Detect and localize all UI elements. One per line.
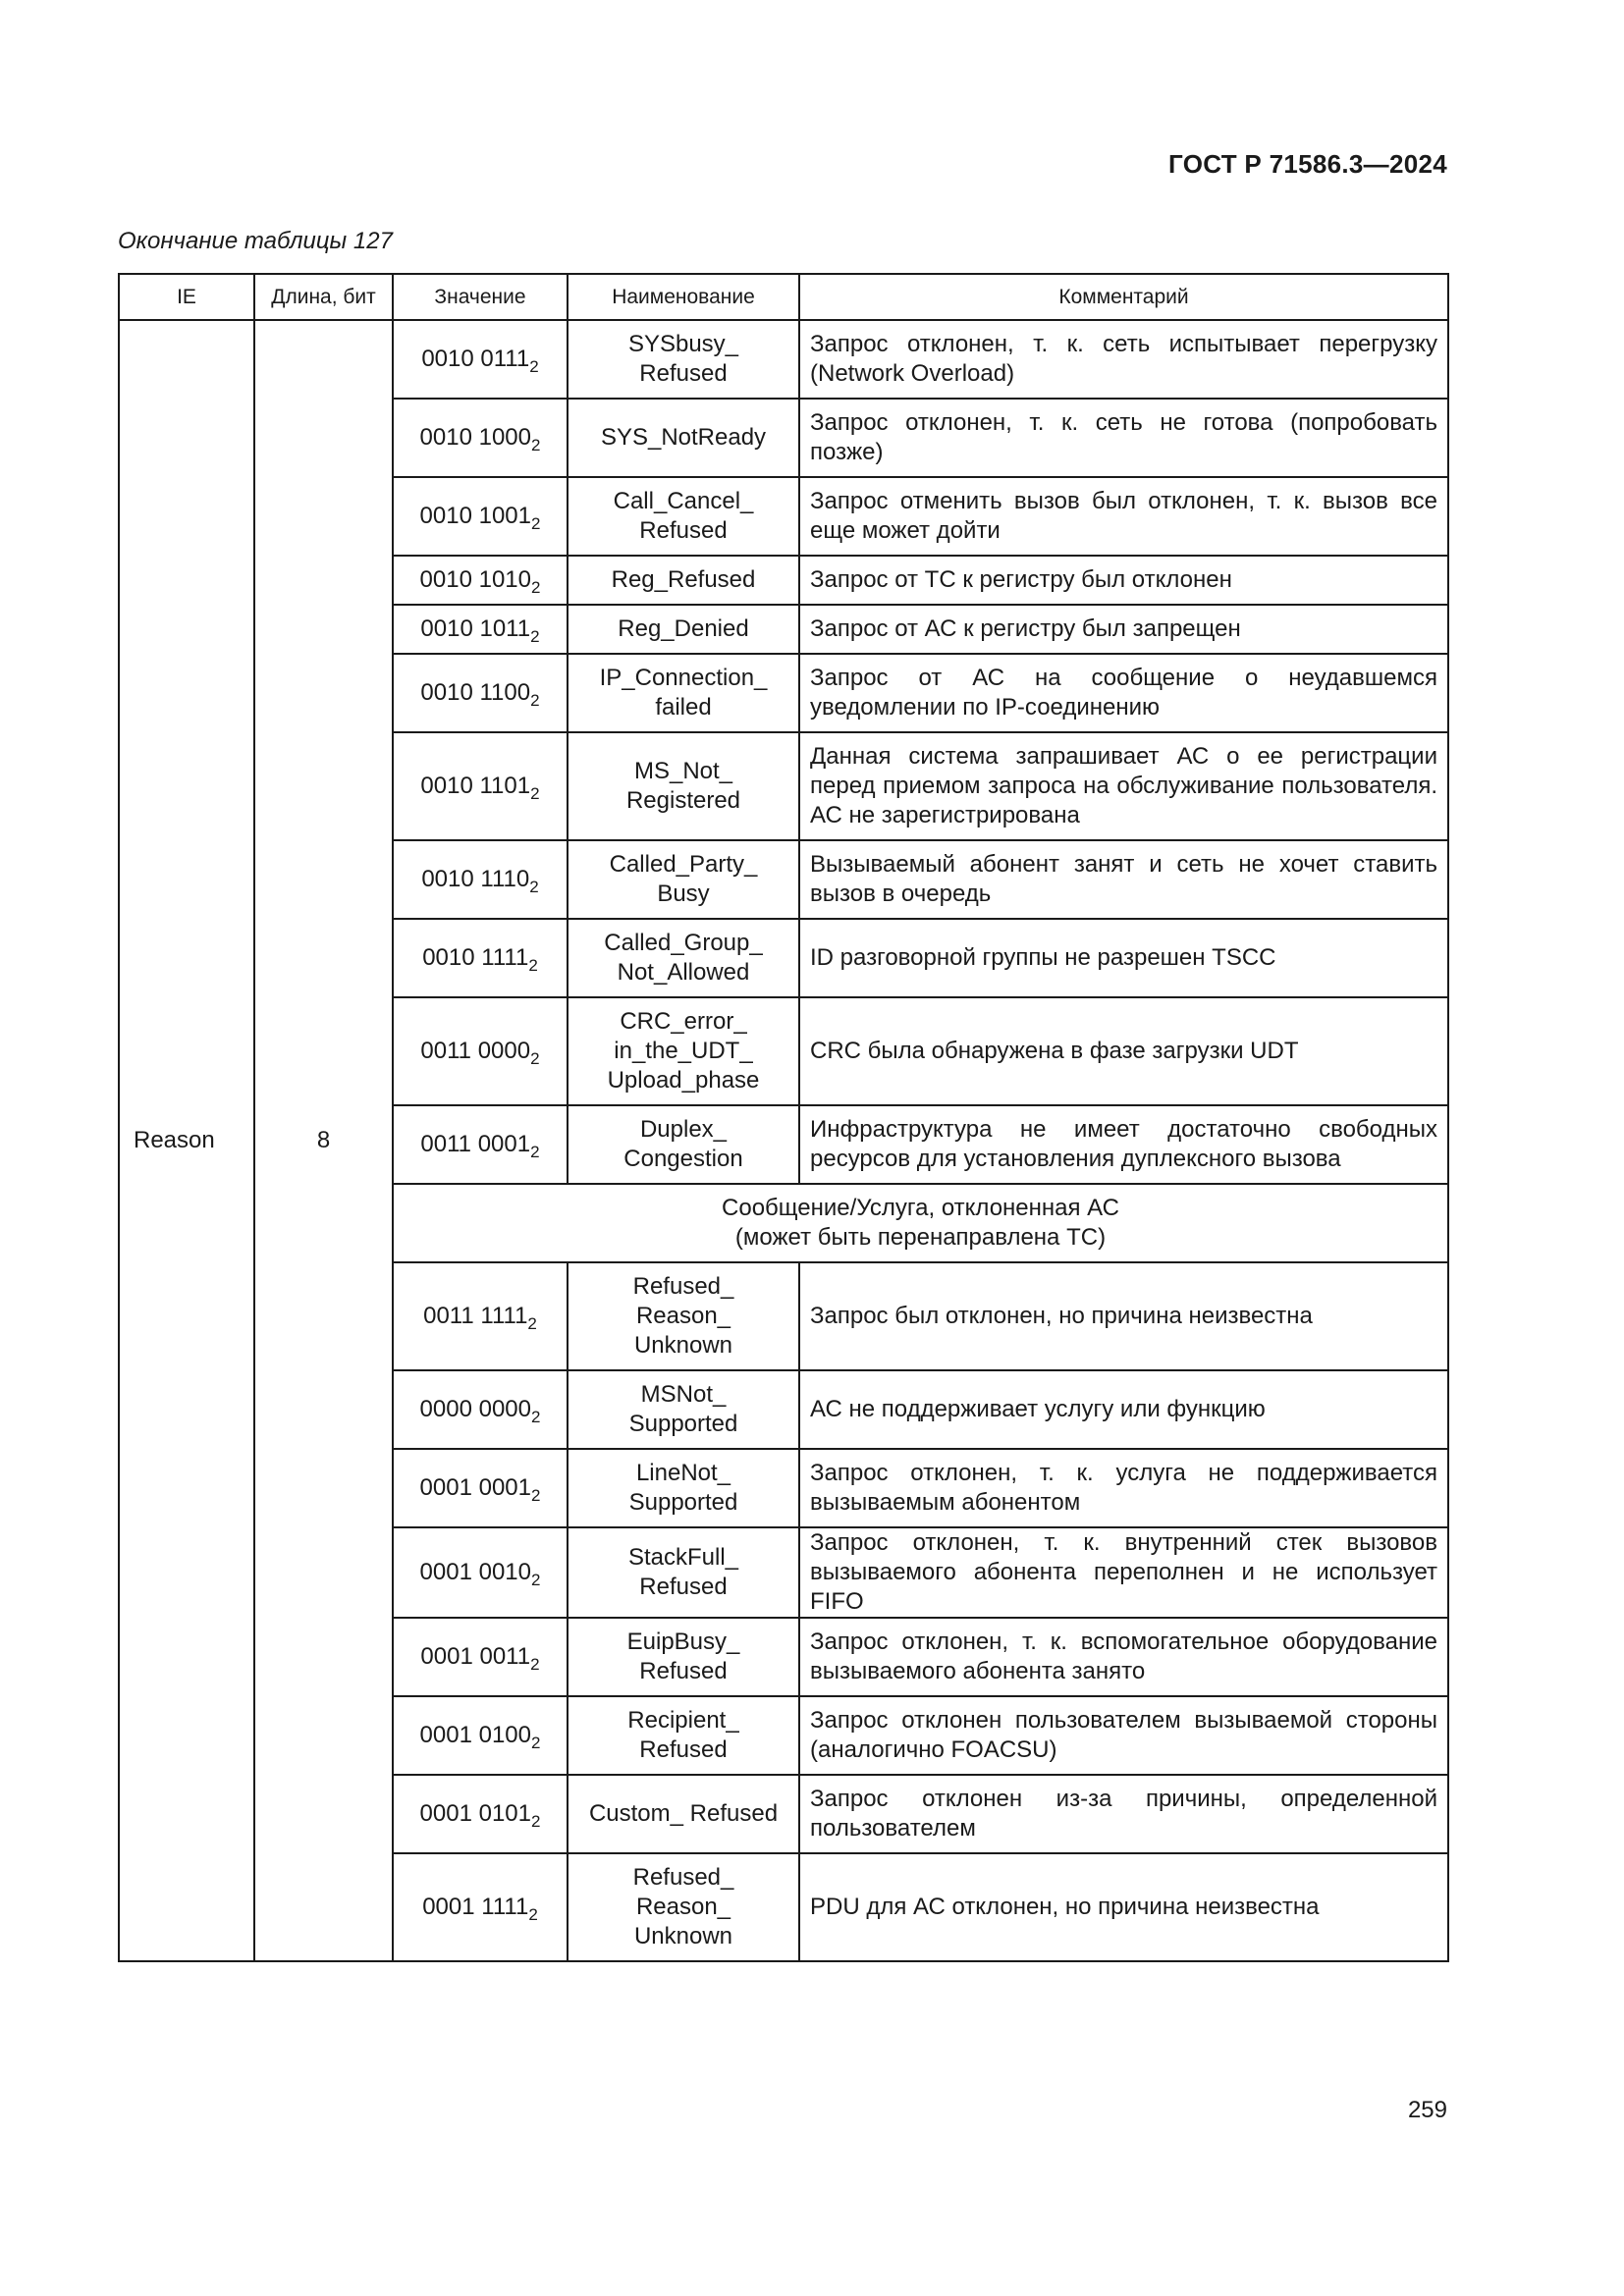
table-header-row [119, 274, 1448, 320]
value-cell [393, 399, 568, 477]
name-cell: Custom_ Refused [568, 1775, 799, 1853]
name-cell: Refused_ Reason_ Unknown [568, 1853, 799, 1961]
name-cell: Called_Party_ Busy [568, 840, 799, 919]
name-cell: EuipBusy_ Refused [568, 1618, 799, 1696]
value-base-subscript: 2 [530, 1486, 541, 1505]
value-cell [393, 1105, 568, 1184]
comment-cell: Запрос отклонен пользователем вызываемой стороны (аналогично FOACSU) [799, 1696, 1448, 1775]
value-cell [393, 320, 568, 399]
value-cell [393, 1262, 568, 1370]
value-base-subscript: 2 [528, 956, 538, 975]
name-cell: Duplex_ Congestion [568, 1105, 799, 1184]
value-text: 0010 1101 [420, 773, 531, 799]
comment-cell: Инфраструктура не имеет достаточно свободных ресурсов для установления дуплексного вызова [799, 1105, 1448, 1184]
name-cell: Reg_Refused [568, 556, 799, 605]
value-text: 0010 1111 [422, 944, 529, 971]
value-base-subscript: 2 [530, 514, 541, 533]
value-cell [393, 477, 568, 556]
value-base-subscript: 2 [528, 1905, 538, 1924]
comment-cell: CRC была обнаружена в фазе загрузки UDT [799, 997, 1448, 1105]
value-text: 0001 1111 [422, 1894, 529, 1920]
value-text: 0010 1100 [420, 679, 531, 706]
value-text: 0001 0010 [419, 1559, 531, 1585]
comment-cell: Запрос отклонен, т. к. сеть не готова (попробовать позже) [799, 399, 1448, 477]
value-text: 0011 1111 [423, 1303, 528, 1329]
document-header: ГОСТ Р 71586.3—2024 [1168, 149, 1447, 179]
comment-cell: Запрос отклонен, т. к. сеть испытывает перегрузку (Network Overload) [799, 320, 1448, 399]
value-cell [393, 1775, 568, 1853]
comment-cell: Запрос от АС на сообщение о неудавшемся уведомлении по IP-соединению [799, 654, 1448, 732]
value-base-subscript: 2 [529, 357, 539, 376]
table-caption: Окончание таблицы 127 [118, 228, 393, 254]
column-header-ie: IE [119, 274, 254, 320]
comment-cell: Запрос от ТС к регистру был отклонен [799, 556, 1448, 605]
value-cell [393, 919, 568, 997]
value-text: 0011 0000 [420, 1038, 531, 1064]
comment-cell: PDU для АС отклонен, но причина неизвестна [799, 1853, 1448, 1961]
value-cell [393, 1527, 568, 1618]
page-number: 259 [1407, 2097, 1447, 2123]
value-base-subscript: 2 [530, 1408, 541, 1426]
name-cell: Call_Cancel_ Refused [568, 477, 799, 556]
name-cell: SYS_NotReady [568, 399, 799, 477]
comment-cell: АС не поддерживает услугу или функцию [799, 1370, 1448, 1449]
name-cell: Recipient_ Refused [568, 1696, 799, 1775]
name-cell: SYSbusy_ Refused [568, 320, 799, 399]
name-cell: CRC_error_ in_the_UDT_ Upload_phase [568, 997, 799, 1105]
comment-cell: Запрос отменить вызов был отклонен, т. к. вызов все еще может дойти [799, 477, 1448, 556]
table-127 [118, 273, 1449, 1962]
comment-cell: Вызываемый абонент занят и сеть не хочет ставить вызов в очередь [799, 840, 1448, 919]
comment-cell: Запрос отклонен, т. к. вспомогательное оборудование вызываемого абонента занято [799, 1618, 1448, 1696]
value-text: 0010 1011 [420, 615, 531, 642]
value-base-subscript: 2 [530, 1812, 541, 1831]
value-base-subscript: 2 [530, 1571, 541, 1589]
comment-cell: Запрос был отклонен, но причина неизвестна [799, 1262, 1448, 1370]
comment-cell: Запрос отклонен, т. к. внутренний стек вызовов вызываемого абонента переполнен и не использует FIFO [799, 1527, 1448, 1618]
value-text: 0001 0001 [419, 1474, 531, 1501]
column-header-comment: Комментарий [799, 274, 1448, 320]
name-cell: IP_Connection_ failed [568, 654, 799, 732]
value-cell [393, 1370, 568, 1449]
comment-cell: Данная система запрашивает АС о ее регистрации перед приемом запроса на обслуживание пользователя. АС не зарегистрирована [799, 732, 1448, 840]
value-text: 0001 0011 [420, 1643, 531, 1670]
value-text: 0001 0100 [419, 1722, 531, 1748]
name-cell: StackFull_ Refused [568, 1527, 799, 1618]
value-text: 0010 0111 [421, 346, 530, 372]
value-base-subscript: 2 [529, 878, 539, 896]
value-cell [393, 840, 568, 919]
comment-cell: Запрос отклонен, т. к. услуга не поддерживается вызываемым абонентом [799, 1449, 1448, 1527]
value-text: 0001 0101 [419, 1800, 531, 1827]
value-base-subscript: 2 [527, 1314, 537, 1333]
value-cell [393, 997, 568, 1105]
value-base-subscript: 2 [530, 578, 541, 597]
name-cell: Refused_ Reason_ Unknown [568, 1262, 799, 1370]
column-header-value: Значение [393, 274, 568, 320]
value-base-subscript: 2 [530, 1049, 540, 1068]
value-cell [393, 605, 568, 654]
value-base-subscript: 2 [530, 436, 541, 454]
value-cell [393, 1618, 568, 1696]
value-text: 0011 0001 [420, 1131, 531, 1157]
value-text: 0000 0000 [419, 1396, 531, 1422]
name-cell: LineNot_ Supported [568, 1449, 799, 1527]
value-text: 0010 1001 [419, 503, 531, 529]
name-cell: MS_Not_ Registered [568, 732, 799, 840]
value-text: 0010 1010 [419, 566, 531, 593]
value-text: 0010 1000 [419, 424, 531, 451]
value-base-subscript: 2 [530, 1655, 540, 1674]
value-cell [393, 1853, 568, 1961]
section-heading: Сообщение/Услуга, отклоненная АС (может быть перенаправлена ТС) [393, 1184, 1448, 1262]
ie-cell: Reason [119, 320, 254, 1961]
comment-cell: Запрос отклонен из-за причины, определенной пользователем [799, 1775, 1448, 1853]
value-cell [393, 654, 568, 732]
value-base-subscript: 2 [530, 691, 540, 710]
value-base-subscript: 2 [530, 627, 540, 646]
value-base-subscript: 2 [530, 1143, 540, 1161]
value-cell [393, 732, 568, 840]
value-text: 0010 1110 [421, 866, 530, 892]
comment-cell: ID разговорной группы не разрешен TSCC [799, 919, 1448, 997]
value-base-subscript: 2 [530, 1734, 541, 1752]
name-cell: MSNot_ Supported [568, 1370, 799, 1449]
column-header-name: Наименование [568, 274, 799, 320]
value-cell [393, 556, 568, 605]
name-cell: Reg_Denied [568, 605, 799, 654]
comment-cell: Запрос от АС к регистру был запрещен [799, 605, 1448, 654]
length-cell: 8 [254, 320, 393, 1961]
value-cell [393, 1696, 568, 1775]
value-cell [393, 1449, 568, 1527]
value-base-subscript: 2 [530, 784, 540, 803]
name-cell: Called_Group_ Not_Allowed [568, 919, 799, 997]
column-header-length: Длина, бит [254, 274, 393, 320]
table-row [119, 320, 1448, 399]
